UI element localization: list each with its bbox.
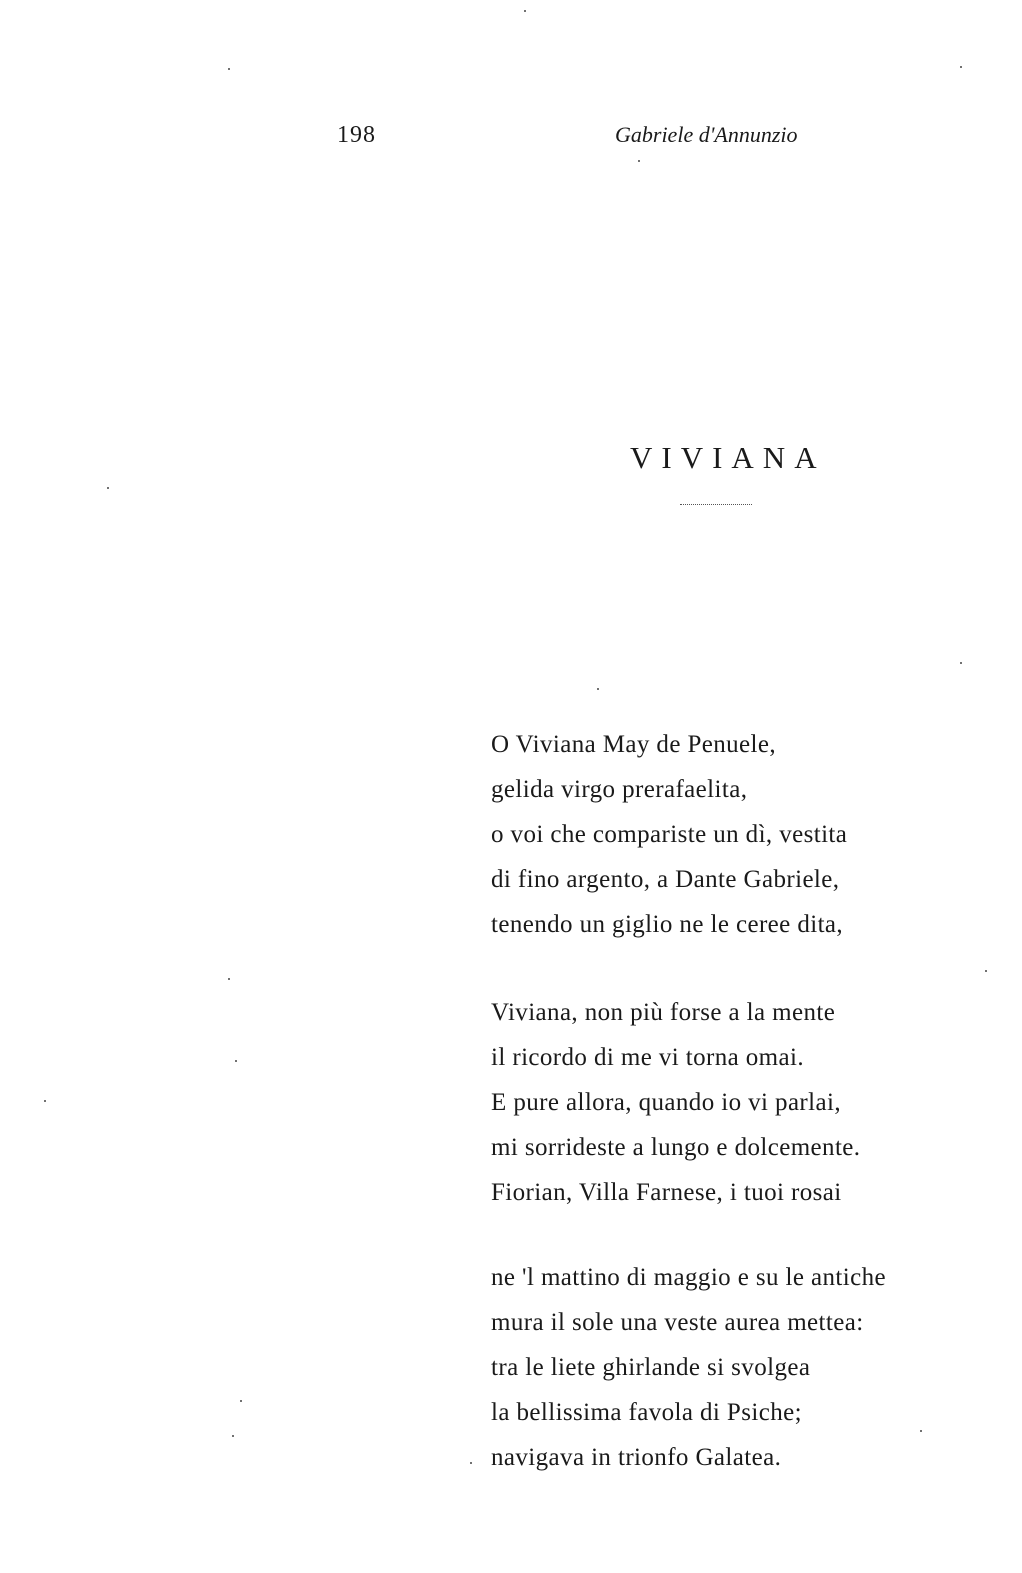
scan-speck: [232, 1435, 234, 1437]
scan-speck: [638, 160, 640, 162]
verse-line: Viviana, non più forse a la mente: [491, 999, 836, 1026]
poem-title: VIVIANA: [630, 440, 826, 475]
stanza-3: [491, 1255, 886, 1480]
verse-line: o voi che compariste un dì, vestita: [491, 821, 848, 848]
verse-line: di fino argento, a Dante Gabriele,: [491, 866, 840, 893]
verse-line: la bellissima favola di Psiche;: [491, 1399, 802, 1426]
title-divider: [680, 504, 752, 505]
page-number: 198: [337, 122, 376, 148]
scan-speck: [524, 10, 526, 12]
running-head: Gabriele d'Annunzio: [615, 122, 798, 147]
verse-line: Fiorian, Villa Farnese, i tuoi rosai: [491, 1179, 842, 1206]
verse-line: tra le liete ghirlande si svolgea: [491, 1354, 811, 1381]
verse-line: il ricordo di me vi torna omai.: [491, 1044, 805, 1071]
verse-line: navigava in trionfo Galatea.: [491, 1444, 782, 1471]
verse-line: ne 'l mattino di maggio e su le antiche: [491, 1264, 887, 1291]
scan-speck: [960, 662, 962, 664]
scan-speck: [228, 978, 230, 980]
verse-line: mura il sole una veste aurea mettea:: [491, 1309, 864, 1336]
scan-speck: [960, 66, 962, 68]
scan-speck: [107, 487, 109, 489]
scan-speck: [470, 1462, 472, 1464]
scan-speck: [44, 1100, 46, 1102]
scan-speck: [920, 1430, 922, 1432]
scan-speck: [985, 970, 987, 972]
verse-line: E pure allora, quando io vi parlai,: [491, 1089, 841, 1116]
verse-line: O Viviana May de Penuele,: [491, 731, 777, 758]
scan-speck: [228, 68, 230, 70]
verse-line: gelida virgo prerafaelita,: [491, 776, 748, 803]
scan-speck: [235, 1060, 237, 1062]
scan-speck: [240, 1400, 242, 1402]
stanza-1: [491, 722, 847, 947]
stanza-2: [491, 990, 860, 1215]
scan-speck: [597, 688, 599, 690]
verse-line: mi sorrideste a lungo e dolcemente.: [491, 1134, 861, 1161]
verse-line: tenendo un giglio ne le ceree dita,: [491, 911, 844, 938]
